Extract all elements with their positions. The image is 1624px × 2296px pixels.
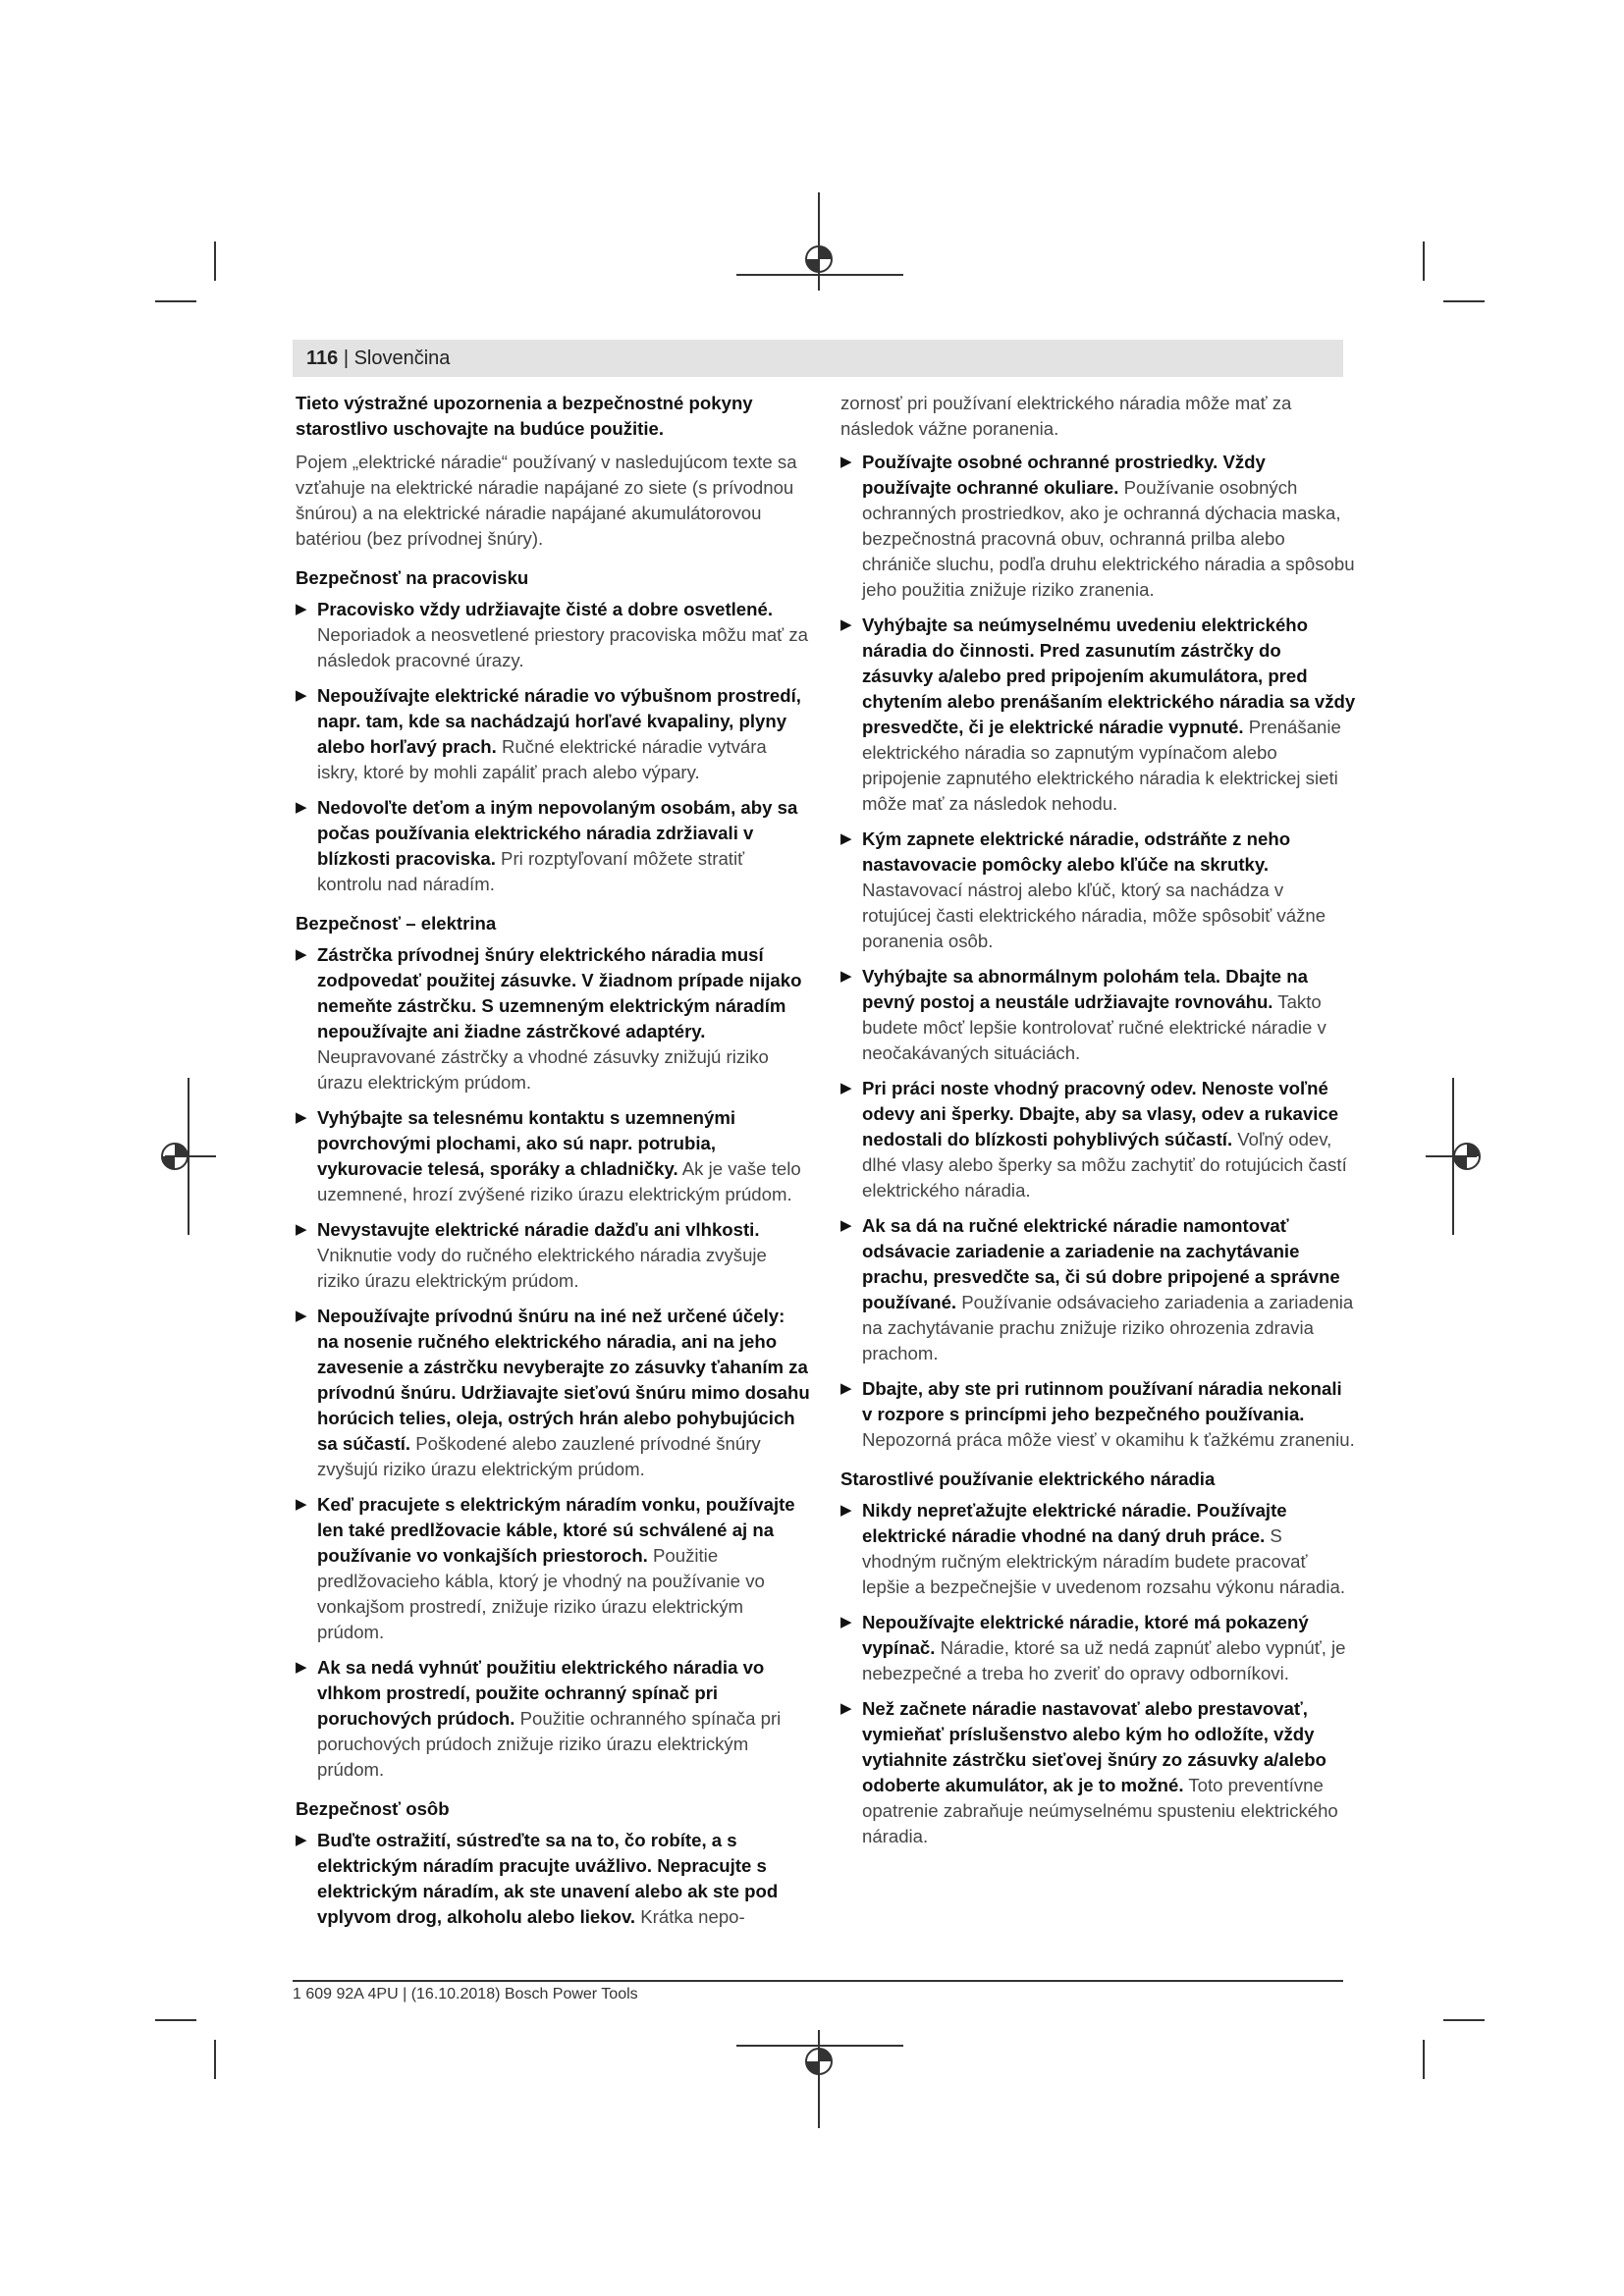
list-item bbox=[840, 964, 1356, 1066]
triangle-right-icon: ▶ bbox=[296, 1109, 307, 1126]
item-bold-text: Než začnete náradie nastavovať alebo prestavovať, vymieňať príslušenstvo alebo kým ho odložíte, vždy vytiahnite zástrčku sieťovej šnúry zo zásuvky a/alebo odoberte akumulátor, ak je to možné. bbox=[862, 1698, 1326, 1795]
crop-mark-top-left-h bbox=[155, 300, 196, 302]
item-bold-text: Zástrčka prívodnej šnúry elektrického náradia musí zodpovedať použitej zásuvke. V žiadnom prípade nijako nemeňte zástrčku. S uzemneným elektrickým náradím nepoužívajte ani žiadne zástrčkové adaptéry. bbox=[317, 944, 802, 1041]
item-bold-text: Nedovoľte deťom a iným nepovolaným osobám, aby sa počas používania elektrického náradia zdržiavali v blízkosti pracoviska. bbox=[317, 797, 798, 869]
list-item bbox=[296, 1105, 811, 1207]
triangle-right-icon: ▶ bbox=[840, 1700, 852, 1717]
triangle-right-icon: ▶ bbox=[296, 799, 307, 816]
crop-mark-top-right-v bbox=[1423, 241, 1425, 281]
item-text: S vhodným ručným elektrickým náradím budete pracovať lepšie a bezpečnejšie v uvedenom rozsahu výkonu náradia. bbox=[862, 1525, 1346, 1597]
item-text: Poškodené alebo zauzlené prívodné šnúry zvyšujú riziko úrazu elektrickým prúdom. bbox=[317, 1433, 761, 1479]
header-language: Slovenčina bbox=[353, 347, 451, 369]
list-item bbox=[840, 1076, 1356, 1203]
item-text: Použitie ochranného spínača pri poruchových prúdoch znižuje riziko úrazu elektrickým prúdom. bbox=[317, 1708, 782, 1780]
item-text: Voľný odev, dlhé vlasy alebo šperky sa môžu zachytiť do rotujúcich častí elektrického náradia. bbox=[862, 1129, 1347, 1201]
triangle-right-icon: ▶ bbox=[840, 1502, 852, 1519]
item-text: Použitie predlžovacieho kábla, ktorý je vhodný na používanie vo vonkajšom prostredí, znižuje riziko úrazu elektrickým prúdom. bbox=[317, 1545, 765, 1642]
item-bold-text: Kým zapnete elektrické náradie, odstráňte z neho nastavovacie pomôcky alebo kľúče na skrutky. bbox=[862, 828, 1291, 875]
item-bold-text: Dbajte, aby ste pri rutinnom používaní náradia nekonali v rozpore s princípmi jeho bezpečného používania. bbox=[862, 1378, 1342, 1424]
registration-mark-icon bbox=[157, 1078, 216, 1235]
intro-notice: Tieto výstražné upozornenia a bezpečnostné pokyny starostlivo uschovajte na budúce použitie. bbox=[296, 393, 753, 439]
item-text: Používanie osobných ochranných prostriedkov, ako je ochranná dýchacia maska, bezpečnostná pracovná obuv, ochranná prilba alebo chrániče sluchu, podľa druhu elektrického náradia a spôsobu jeho použitia znižuje riziko zranenia. bbox=[862, 477, 1355, 600]
list-item bbox=[840, 613, 1356, 817]
footer-rule bbox=[293, 1980, 1343, 1982]
crop-mark-bottom-left-v bbox=[214, 2040, 216, 2079]
page-header bbox=[306, 345, 450, 372]
triangle-right-icon: ▶ bbox=[296, 1221, 307, 1238]
triangle-right-icon: ▶ bbox=[840, 1080, 852, 1096]
right-column bbox=[840, 391, 1356, 1859]
triangle-right-icon: ▶ bbox=[296, 1832, 307, 1848]
list-item bbox=[840, 1213, 1356, 1366]
item-text: Pri rozptyľovaní môžete stratiť kontrolu nad náradím. bbox=[317, 848, 745, 894]
left-column bbox=[296, 391, 811, 1940]
item-bold-text: Nikdy nepreťažujte elektrické náradie. Používajte elektrické náradie vhodné na daný druh práce. bbox=[862, 1500, 1287, 1546]
list-item bbox=[296, 1492, 811, 1645]
list-item bbox=[296, 683, 811, 785]
item-text: Ručné elektrické náradie vytvára iskry, ktoré by mohli zapáliť prach alebo výpary. bbox=[317, 736, 767, 782]
item-bold-text: Vyhýbajte sa abnormálnym polohám tela. Dbajte na pevný postoj a neustále udržiavajte rovnováhu. bbox=[862, 966, 1308, 1012]
crop-mark-top-right-h bbox=[1443, 300, 1485, 302]
registration-mark-icon bbox=[736, 192, 903, 291]
list-item bbox=[296, 942, 811, 1095]
page-number: 116 bbox=[306, 347, 339, 369]
list-item bbox=[840, 1376, 1356, 1453]
list-item bbox=[296, 1655, 811, 1783]
item-text: Používanie odsávacieho zariadenia a zariadenia na zachytávanie prachu znižuje riziko ohrozenia zdravia prachom. bbox=[862, 1292, 1354, 1363]
item-bold-text: Nepoužívajte elektrické náradie, ktoré má pokazený vypínač. bbox=[862, 1612, 1309, 1658]
crop-mark-bottom-right-h bbox=[1443, 2019, 1485, 2021]
item-bold-text: Keď pracujete s elektrickým náradím vonku, používajte len také predlžovacie káble, ktoré sú schválené aj na používanie vo vonkajších priestoroch. bbox=[317, 1494, 795, 1566]
heading-electrical-safety: Bezpečnosť – elektrina bbox=[296, 913, 497, 934]
item-text: Náradie, ktoré sa už nedá zapnúť alebo vypnúť, je nebezpečné a treba ho zveriť do opravy odborníkovi. bbox=[862, 1637, 1346, 1683]
item-bold-text: Nevystavujte elektrické náradie dažďu ani vlhkosti. bbox=[317, 1219, 760, 1240]
item-bold-text: Vyhýbajte sa neúmyselnému uvedeniu elektrického náradia do činnosti. Pred zasunutím zástrčky do zásuvky a/alebo pred pripojením akumulátora, pred chytením alebo prenášaním elektrického náradia sa vždy presvedčte, či je elektrické náradie vypnuté. bbox=[862, 614, 1356, 737]
list-item bbox=[840, 1498, 1356, 1600]
triangle-right-icon: ▶ bbox=[296, 946, 307, 963]
item-text: Toto preventívne opatrenie zabraňuje neúmyselnému spusteniu elektrického náradia. bbox=[862, 1775, 1338, 1846]
triangle-right-icon: ▶ bbox=[840, 454, 852, 470]
list-item bbox=[296, 597, 811, 673]
item-text: Nastavovací nástroj alebo kľúč, ktorý sa nachádza v rotujúcej časti elektrického náradia, môže spôsobiť vážne poranenia osôb. bbox=[862, 880, 1326, 951]
item-bold-text: Ak sa nedá vyhnúť použitiu elektrického náradia vo vlhkom prostredí, použite ochranný spínač pri poruchových prúdoch. bbox=[317, 1657, 765, 1729]
item-bold-text: Pracovisko vždy udržiavajte čisté a dobre osvetlené. bbox=[317, 599, 774, 619]
page-footer: 1 609 92A 4PU | (16.10.2018) Bosch Power Tools bbox=[293, 1986, 638, 2002]
list-item bbox=[840, 827, 1356, 954]
item-text: Takto budete môcť lepšie kontrolovať ručné elektrické náradie v neočakávaných situáciách. bbox=[862, 991, 1326, 1063]
item-bold-text: Nepoužívajte elektrické náradie vo výbušnom prostredí, napr. tam, kde sa nachádzajú horľavé kvapaliny, plyny alebo horľavý prach. bbox=[317, 685, 801, 757]
item-bold-text: Ak sa dá na ručné elektrické náradie namontovať odsávacie zariadenie a zariadenie na zachytávanie prachu, presvedčte sa, či sú dobre pripojené a správne používané. bbox=[862, 1215, 1340, 1312]
definition-paragraph: Pojem „elektrické náradie“ používaný v nasledujúcom texte sa vzťahuje na elektrické náradie napájané zo siete (s prívodnou šnúrou) a na elektrické náradie napájané akumulátorovou batériou (bez prívodnej šnúry). bbox=[296, 452, 797, 549]
list-item bbox=[840, 1610, 1356, 1686]
item-bold-text: Používajte osobné ochranné prostriedky. Vždy používajte ochranné okuliare. bbox=[862, 452, 1266, 498]
list-item bbox=[296, 795, 811, 897]
crop-mark-top-left-v bbox=[214, 241, 216, 281]
triangle-right-icon: ▶ bbox=[296, 1308, 307, 1324]
list-item bbox=[296, 1828, 811, 1930]
item-bold-text: Vyhýbajte sa telesnému kontaktu s uzemnenými povrchovými plochami, ako sú napr. potrubia, vykurovacie telesá, sporáky a chladničky. bbox=[317, 1107, 736, 1179]
item-bold-text: Buďte ostražití, sústreďte sa na to, čo robíte, a s elektrickým náradím pracujte uvážlivo. Nepracujte s elektrickým náradím, ak ste unavení alebo ak ste pod vplyvom drog, alkoholu alebo liekov. bbox=[317, 1830, 779, 1927]
crop-mark-bottom-left-h bbox=[155, 2019, 196, 2021]
heading-personal-safety: Bezpečnosť osôb bbox=[296, 1798, 450, 1819]
header-separator: | bbox=[338, 347, 354, 369]
item-text: Neporiadok a neosvetlené priestory pracoviska môžu mať za následok pracovné úrazy. bbox=[317, 624, 808, 670]
triangle-right-icon: ▶ bbox=[840, 968, 852, 985]
registration-mark-icon bbox=[736, 2030, 903, 2128]
list-item bbox=[296, 1304, 811, 1482]
triangle-right-icon: ▶ bbox=[840, 830, 852, 847]
triangle-right-icon: ▶ bbox=[840, 1380, 852, 1397]
item-bold-text: Nepoužívajte prívodnú šnúru na iné než určené účely: na nosenie ručného elektrického náradia, ani na jeho zavesenie a zástrčku nevyberajte zo zásuvky ťahaním za prívodnú šnúru. Udržiavajte sieťovú šnúru mimo dosahu horúcich telies, oleja, ostrých hrán alebo pohybujúcich sa súčastí. bbox=[317, 1306, 810, 1454]
triangle-right-icon: ▶ bbox=[296, 601, 307, 617]
crop-mark-bottom-right-v bbox=[1423, 2040, 1425, 2079]
list-item bbox=[840, 1696, 1356, 1849]
registration-mark-icon bbox=[1426, 1078, 1485, 1235]
heading-workplace-safety: Bezpečnosť na pracovisku bbox=[296, 567, 529, 588]
page-header-bar bbox=[293, 340, 1343, 377]
item-text: Vniknutie vody do ručného elektrického náradia zvyšuje riziko úrazu elektrickým prúdom. bbox=[317, 1245, 767, 1291]
triangle-right-icon: ▶ bbox=[296, 1659, 307, 1676]
item-text: Krátka nepo- bbox=[635, 1906, 745, 1927]
item-text: Prenášanie elektrického náradia so zapnutým vypínačom alebo pripojenie zapnutého elektrického náradia k elektrickej sieti môže mať za následok nehodu. bbox=[862, 717, 1341, 814]
item-bold-text: Pri práci noste vhodný pracovný odev. Nenoste voľné odevy ani šperky. Dbajte, aby sa vlasy, odev a rukavice nedostali do blízkosti pohyblivých súčastí. bbox=[862, 1078, 1339, 1149]
continuation-text: zornosť pri používaní elektrického náradia môže mať za následok vážne poranenia. bbox=[840, 393, 1292, 439]
item-text: Ak je vaše telo uzemnené, hrozí zvýšené riziko úrazu elektrickým prúdom. bbox=[317, 1158, 801, 1204]
triangle-right-icon: ▶ bbox=[840, 1614, 852, 1630]
triangle-right-icon: ▶ bbox=[840, 1217, 852, 1234]
triangle-right-icon: ▶ bbox=[296, 687, 307, 704]
list-item bbox=[840, 450, 1356, 603]
triangle-right-icon: ▶ bbox=[296, 1496, 307, 1513]
item-text: Neupravované zástrčky a vhodné zásuvky znižujú riziko úrazu elektrickým prúdom. bbox=[317, 1046, 769, 1093]
triangle-right-icon: ▶ bbox=[840, 616, 852, 633]
heading-careful-use: Starostlivé používanie elektrického náradia bbox=[840, 1468, 1216, 1489]
item-text: Nepozorná práca môže viesť v okamihu k ťažkému zraneniu. bbox=[862, 1429, 1355, 1450]
list-item bbox=[296, 1217, 811, 1294]
